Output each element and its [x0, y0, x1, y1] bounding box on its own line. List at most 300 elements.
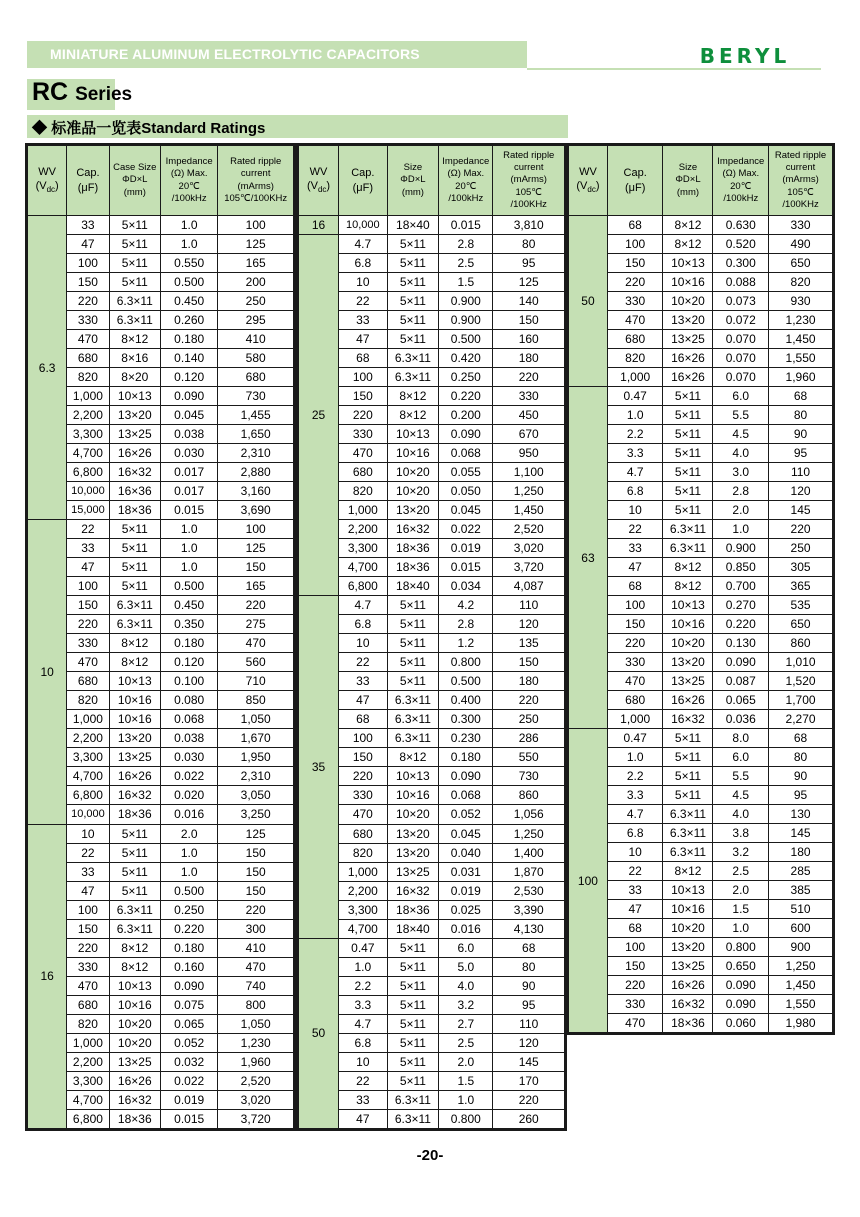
impedance-cell: 0.230 [439, 729, 493, 748]
case-size-cell: 13×20 [387, 501, 438, 520]
capacitance-cell: 22 [339, 653, 388, 672]
capacitance-cell: 3,300 [67, 425, 109, 444]
capacitance-cell: 680 [67, 672, 109, 691]
case-size-cell: 8×12 [663, 558, 713, 577]
case-size-cell: 5×11 [387, 957, 438, 976]
capacitance-cell: 2,200 [67, 1052, 109, 1071]
ripple-cell: 1,455 [218, 406, 294, 425]
impedance-cell: 0.900 [439, 292, 493, 311]
case-size-cell: 18×40 [387, 577, 438, 596]
ripple-cell: 410 [218, 938, 294, 957]
impedance-cell: 0.073 [713, 292, 769, 311]
case-size-cell: 6.3×11 [663, 520, 713, 539]
table-row [569, 311, 833, 330]
impedance-cell: 0.080 [160, 691, 217, 710]
capacitance-cell: 4.7 [339, 235, 388, 254]
capacitance-cell: 22 [339, 292, 388, 311]
table-row [299, 1109, 565, 1128]
table-row [569, 1014, 833, 1033]
table-row [28, 1052, 294, 1071]
ripple-cell: 1,960 [769, 368, 833, 387]
impedance-cell: 3.0 [713, 463, 769, 482]
impedance-cell: 0.065 [713, 691, 769, 710]
capacitance-cell: 470 [339, 444, 388, 463]
impedance-cell: 0.450 [160, 596, 217, 615]
case-size-cell: 13×25 [663, 330, 713, 349]
ripple-cell: 730 [218, 387, 294, 406]
table-row [569, 235, 833, 254]
impedance-cell: 0.850 [713, 558, 769, 577]
capacitance-cell: 6.8 [607, 824, 663, 843]
ripple-cell: 1,650 [218, 425, 294, 444]
capacitance-cell: 10,000 [339, 216, 388, 235]
header-case-size: Case Size ΦD×L (mm) [109, 146, 160, 216]
capacitance-cell: 6,800 [339, 577, 388, 596]
table-row [569, 767, 833, 786]
case-size-cell: 5×11 [387, 976, 438, 995]
capacitance-cell: 4,700 [339, 558, 388, 577]
table-row [569, 387, 833, 406]
table-row [299, 938, 565, 957]
ripple-cell: 580 [218, 349, 294, 368]
table-row [299, 710, 565, 729]
series-code: RC [32, 78, 69, 106]
impedance-cell: 0.120 [160, 653, 217, 672]
case-size-cell: 6.3×11 [387, 1090, 438, 1109]
table-row [569, 463, 833, 482]
impedance-cell: 4.0 [713, 805, 769, 824]
case-size-cell: 5×11 [109, 254, 160, 273]
table-row [569, 254, 833, 273]
impedance-cell: 0.300 [439, 710, 493, 729]
capacitance-cell: 2.2 [339, 976, 388, 995]
ripple-cell: 1,050 [218, 1014, 294, 1033]
header-impedance: Impedance (Ω) Max. 20℃ /100kHz [160, 146, 217, 216]
ratings-grid [27, 145, 294, 1129]
case-size-cell: 16×32 [109, 463, 160, 482]
table-row [299, 805, 565, 824]
ripple-cell: 180 [493, 349, 565, 368]
case-size-cell: 10×20 [109, 1014, 160, 1033]
impedance-cell: 0.450 [160, 292, 217, 311]
ripple-cell: 110 [493, 596, 565, 615]
impedance-cell: 0.160 [160, 957, 217, 976]
ripple-cell: 150 [493, 653, 565, 672]
table-row [28, 938, 294, 957]
ripple-cell: 410 [218, 330, 294, 349]
header-impedance: Impedance (Ω) Max. 20℃ /100kHz [713, 146, 769, 216]
impedance-cell: 0.017 [160, 463, 217, 482]
case-size-cell: 13×20 [109, 729, 160, 748]
impedance-cell: 0.072 [713, 311, 769, 330]
table-row [28, 919, 294, 938]
case-size-cell: 5×11 [109, 273, 160, 292]
capacitance-cell: 220 [339, 406, 388, 425]
table-row [299, 444, 565, 463]
ripple-cell: 1,700 [769, 691, 833, 710]
table-row [28, 349, 294, 368]
capacitance-cell: 0.47 [607, 387, 663, 406]
capacitance-cell: 68 [607, 577, 663, 596]
capacitance-cell: 330 [607, 292, 663, 311]
impedance-cell: 0.030 [160, 444, 217, 463]
table-row [299, 254, 565, 273]
table-row [299, 1071, 565, 1090]
ripple-cell: 305 [769, 558, 833, 577]
case-size-cell: 16×26 [663, 691, 713, 710]
ripple-cell: 100 [218, 216, 294, 235]
impedance-cell: 1.5 [439, 273, 493, 292]
capacitance-cell: 3.3 [607, 444, 663, 463]
case-size-cell: 5×11 [663, 425, 713, 444]
case-size-cell: 5×11 [663, 767, 713, 786]
ripple-cell: 95 [769, 786, 833, 805]
capacitance-cell: 330 [67, 311, 109, 330]
table-row [299, 558, 565, 577]
ripple-cell: 1,250 [493, 482, 565, 501]
brand-logo [670, 42, 820, 68]
impedance-cell: 1.0 [713, 520, 769, 539]
capacitance-cell: 1,000 [607, 368, 663, 387]
ripple-cell: 3,250 [218, 805, 294, 824]
table-row [569, 653, 833, 672]
ripple-cell: 330 [493, 387, 565, 406]
capacitance-cell: 33 [339, 1090, 388, 1109]
case-size-cell: 16×26 [109, 444, 160, 463]
ripple-cell: 125 [218, 824, 294, 843]
impedance-cell: 0.420 [439, 349, 493, 368]
ripple-cell: 3,020 [493, 539, 565, 558]
table-row [28, 805, 294, 824]
impedance-cell: 0.500 [439, 330, 493, 349]
ripple-cell: 2,310 [218, 767, 294, 786]
case-size-cell: 5×11 [109, 539, 160, 558]
ripple-cell: 850 [218, 691, 294, 710]
case-size-cell: 8×12 [663, 235, 713, 254]
capacitance-cell: 100 [67, 577, 109, 596]
case-size-cell: 13×20 [387, 843, 438, 862]
ratings-grid [298, 145, 565, 1129]
case-size-cell: 13×20 [663, 311, 713, 330]
impedance-cell: 0.015 [160, 501, 217, 520]
impedance-cell: 0.032 [160, 1052, 217, 1071]
case-size-cell: 10×20 [663, 919, 713, 938]
case-size-cell: 5×11 [109, 235, 160, 254]
case-size-cell: 8×12 [109, 957, 160, 976]
case-size-cell: 13×25 [663, 957, 713, 976]
case-size-cell: 6.3×11 [109, 919, 160, 938]
capacitance-cell: 680 [339, 824, 388, 843]
ripple-cell: 135 [493, 634, 565, 653]
table-row [299, 653, 565, 672]
impedance-cell: 4.5 [713, 425, 769, 444]
table-row [28, 710, 294, 729]
table-row [299, 539, 565, 558]
capacitance-cell: 6.8 [339, 615, 388, 634]
capacitance-cell: 47 [339, 691, 388, 710]
table-row [299, 292, 565, 311]
impedance-cell: 4.2 [439, 596, 493, 615]
page-number: -20- [416, 1147, 444, 1164]
impedance-cell: 0.250 [439, 368, 493, 387]
table-row [569, 577, 833, 596]
table-row [569, 520, 833, 539]
case-size-cell: 10×16 [663, 273, 713, 292]
table-row [28, 387, 294, 406]
section-title [32, 117, 265, 138]
table-row [569, 881, 833, 900]
ripple-cell: 150 [218, 843, 294, 862]
ripple-cell: 1,520 [769, 672, 833, 691]
impedance-cell: 0.052 [439, 805, 493, 824]
table-row [28, 539, 294, 558]
impedance-cell: 0.019 [160, 1090, 217, 1109]
ripple-cell: 470 [218, 634, 294, 653]
case-size-cell: 6.3×11 [109, 596, 160, 615]
capacitance-cell: 820 [339, 482, 388, 501]
impedance-cell: 0.038 [160, 729, 217, 748]
table-row [28, 729, 294, 748]
capacitance-cell: 47 [67, 881, 109, 900]
capacitance-cell: 1.0 [607, 748, 663, 767]
ripple-cell: 1,230 [769, 311, 833, 330]
capacitance-cell: 150 [67, 273, 109, 292]
impedance-cell: 0.022 [439, 520, 493, 539]
impedance-cell: 0.900 [713, 539, 769, 558]
table-row [28, 406, 294, 425]
capacitance-cell: 68 [607, 919, 663, 938]
table-row [299, 691, 565, 710]
table-row [569, 368, 833, 387]
impedance-cell: 0.270 [713, 596, 769, 615]
impedance-cell: 2.8 [713, 482, 769, 501]
ripple-cell: 330 [769, 216, 833, 235]
ripple-cell: 180 [493, 672, 565, 691]
impedance-cell: 4.0 [439, 976, 493, 995]
table-row [569, 995, 833, 1014]
case-size-cell: 8×12 [109, 330, 160, 349]
impedance-cell: 1.0 [160, 843, 217, 862]
table-row [569, 444, 833, 463]
table-row [28, 900, 294, 919]
impedance-cell: 0.220 [160, 919, 217, 938]
case-size-cell: 10×20 [387, 482, 438, 501]
table-row [28, 1033, 294, 1052]
table-row [299, 1052, 565, 1071]
case-size-cell: 6.3×11 [387, 691, 438, 710]
table-row [299, 862, 565, 881]
capacitance-cell: 4.7 [607, 463, 663, 482]
ripple-cell: 125 [493, 273, 565, 292]
impedance-cell: 1.0 [160, 539, 217, 558]
table-row [28, 824, 294, 843]
impedance-cell: 0.068 [439, 444, 493, 463]
case-size-cell: 10×13 [387, 767, 438, 786]
capacitance-cell: 33 [67, 539, 109, 558]
header-capacitance: Cap. (μF) [67, 146, 109, 216]
table-row [28, 558, 294, 577]
ripple-cell: 600 [769, 919, 833, 938]
capacitance-cell: 470 [339, 805, 388, 824]
ripple-cell: 3,690 [218, 501, 294, 520]
case-size-cell: 8×12 [663, 862, 713, 881]
capacitance-cell: 68 [339, 710, 388, 729]
capacitance-cell: 2,200 [67, 729, 109, 748]
case-size-cell: 5×11 [109, 558, 160, 577]
impedance-cell: 2.0 [713, 881, 769, 900]
ripple-cell: 1,450 [493, 501, 565, 520]
case-size-cell: 5×11 [387, 254, 438, 273]
impedance-cell: 4.0 [713, 444, 769, 463]
capacitance-cell: 2,200 [339, 520, 388, 539]
ripple-cell: 220 [769, 520, 833, 539]
capacitance-cell: 330 [339, 425, 388, 444]
ratings-grid [568, 145, 833, 1033]
capacitance-cell: 33 [607, 539, 663, 558]
ripple-cell: 120 [769, 482, 833, 501]
case-size-cell: 8×16 [109, 349, 160, 368]
table-row [28, 463, 294, 482]
capacitance-cell: 6,800 [67, 463, 109, 482]
ripple-cell: 1,056 [493, 805, 565, 824]
case-size-cell: 5×11 [109, 862, 160, 881]
capacitance-cell: 150 [67, 596, 109, 615]
case-size-cell: 10×13 [663, 596, 713, 615]
capacitance-cell: 10 [607, 843, 663, 862]
case-size-cell: 13×25 [109, 748, 160, 767]
section-title-text: 标准品一览表Standard Ratings [51, 120, 266, 137]
impedance-cell: 3.2 [713, 843, 769, 862]
table-row [299, 767, 565, 786]
table-row [569, 615, 833, 634]
impedance-cell: 0.180 [439, 748, 493, 767]
ripple-cell: 145 [769, 501, 833, 520]
ripple-cell: 510 [769, 900, 833, 919]
capacitance-cell: 820 [339, 843, 388, 862]
table-row [569, 558, 833, 577]
impedance-cell: 0.800 [439, 1109, 493, 1128]
case-size-cell: 6.3×11 [663, 805, 713, 824]
capacitance-cell: 47 [607, 900, 663, 919]
table-row [28, 843, 294, 862]
case-size-cell: 13×20 [663, 938, 713, 957]
case-size-cell: 10×20 [109, 1033, 160, 1052]
capacitance-cell: 470 [607, 1014, 663, 1033]
ripple-cell: 470 [218, 957, 294, 976]
header-ripple-current: Rated ripple current (mArms) 105℃ /100KHz [493, 146, 565, 216]
impedance-cell: 0.500 [160, 881, 217, 900]
case-size-cell: 5×11 [663, 387, 713, 406]
table-row [299, 387, 565, 406]
capacitance-cell: 0.47 [339, 938, 388, 957]
ripple-cell: 180 [769, 843, 833, 862]
case-size-cell: 5×11 [663, 729, 713, 748]
impedance-cell: 2.8 [439, 615, 493, 634]
ratings-table-3 [566, 143, 835, 1035]
table-row [28, 653, 294, 672]
capacitance-cell: 220 [67, 292, 109, 311]
case-size-cell: 6.3×11 [109, 900, 160, 919]
impedance-cell: 0.500 [160, 577, 217, 596]
case-size-cell: 8×20 [109, 368, 160, 387]
capacitance-cell: 22 [67, 520, 109, 539]
impedance-cell: 0.300 [713, 254, 769, 273]
ripple-cell: 286 [493, 729, 565, 748]
wv-group-cell: 16 [299, 216, 339, 235]
table-row [299, 520, 565, 539]
ripple-cell: 140 [493, 292, 565, 311]
case-size-cell: 5×11 [387, 311, 438, 330]
ripple-cell: 450 [493, 406, 565, 425]
table-row [569, 786, 833, 805]
ripple-cell: 220 [493, 1090, 565, 1109]
case-size-cell: 5×11 [387, 1071, 438, 1090]
impedance-cell: 0.090 [439, 425, 493, 444]
wv-group-cell: 35 [299, 596, 339, 938]
table-row [299, 843, 565, 862]
table-row [28, 786, 294, 805]
impedance-cell: 0.038 [160, 425, 217, 444]
table-row [299, 615, 565, 634]
impedance-cell: 0.100 [160, 672, 217, 691]
series-title [32, 78, 132, 107]
ripple-cell: 2,310 [218, 444, 294, 463]
case-size-cell: 5×11 [387, 596, 438, 615]
capacitance-cell: 68 [607, 216, 663, 235]
capacitance-cell: 470 [67, 653, 109, 672]
wv-group-cell: 63 [569, 387, 608, 729]
table-row [569, 482, 833, 501]
case-size-cell: 5×11 [387, 1033, 438, 1052]
ripple-cell: 1,400 [493, 843, 565, 862]
case-size-cell: 6.3×11 [387, 729, 438, 748]
ripple-cell: 120 [493, 615, 565, 634]
capacitance-cell: 4.7 [607, 805, 663, 824]
impedance-cell: 0.800 [439, 653, 493, 672]
impedance-cell: 0.034 [439, 577, 493, 596]
case-size-cell: 8×12 [387, 748, 438, 767]
ripple-cell: 1,960 [218, 1052, 294, 1071]
table-row [299, 216, 565, 235]
header-case-size: Size ΦD×L (mm) [387, 146, 438, 216]
ripple-cell: 4,087 [493, 577, 565, 596]
ripple-cell: 1,450 [769, 330, 833, 349]
capacitance-cell: 1.0 [339, 957, 388, 976]
capacitance-cell: 3.3 [607, 786, 663, 805]
case-size-cell: 18×36 [109, 1109, 160, 1128]
impedance-cell: 0.045 [439, 501, 493, 520]
case-size-cell: 6.3×11 [109, 615, 160, 634]
ripple-cell: 250 [218, 292, 294, 311]
capacitance-cell: 4,700 [67, 767, 109, 786]
ripple-cell: 1,670 [218, 729, 294, 748]
table-row [569, 862, 833, 881]
table-row [28, 672, 294, 691]
capacitance-cell: 680 [607, 691, 663, 710]
case-size-cell: 5×11 [387, 672, 438, 691]
table-row [569, 330, 833, 349]
case-size-cell: 8×12 [663, 216, 713, 235]
header-capacitance: Cap. (μF) [607, 146, 663, 216]
ripple-cell: 2,880 [218, 463, 294, 482]
case-size-cell: 10×16 [387, 786, 438, 805]
table-row [569, 672, 833, 691]
case-size-cell: 18×40 [387, 216, 438, 235]
ripple-cell: 930 [769, 292, 833, 311]
impedance-cell: 0.055 [439, 463, 493, 482]
table-row [28, 634, 294, 653]
capacitance-cell: 2.2 [607, 767, 663, 786]
